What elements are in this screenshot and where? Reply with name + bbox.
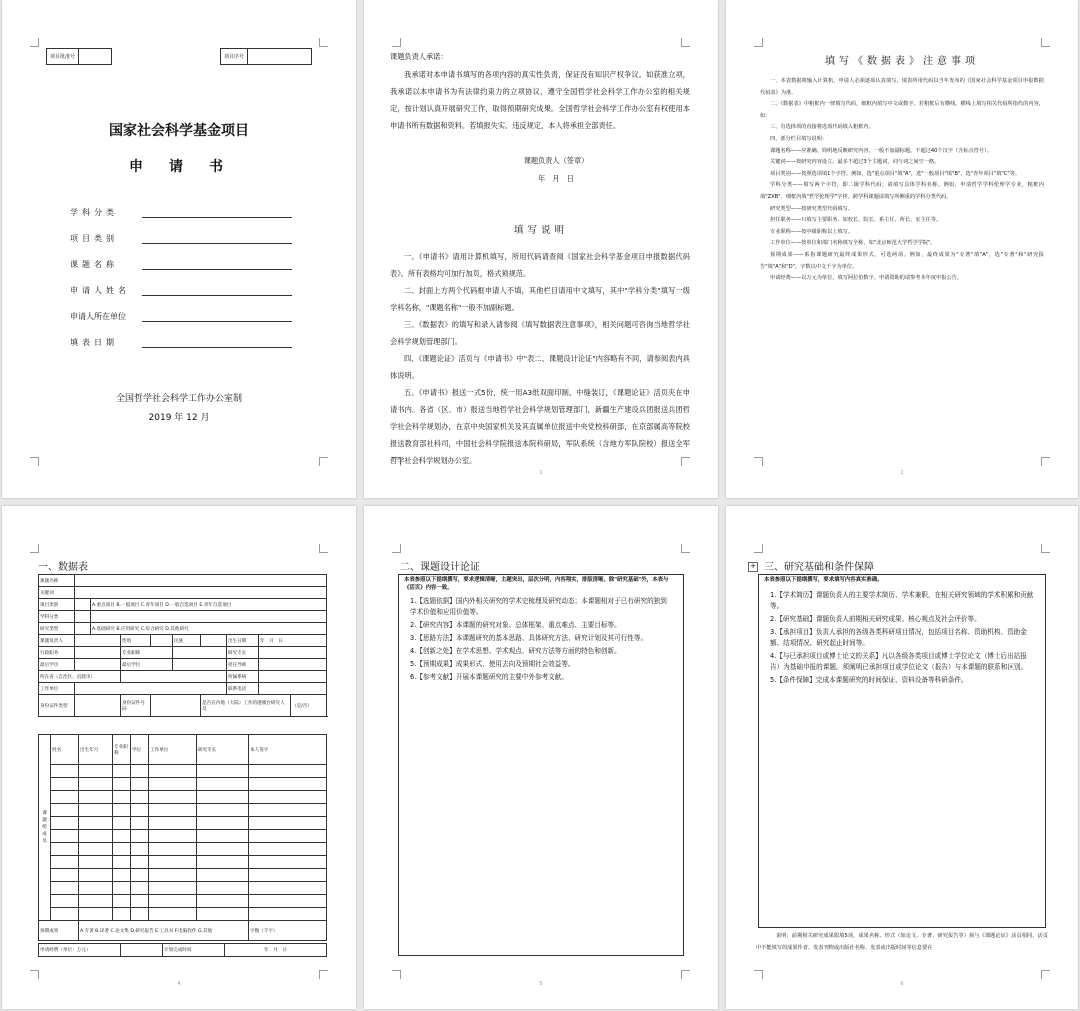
member-cell[interactable] [79, 804, 113, 817]
row-label: 课题负责人 [39, 635, 75, 647]
crop-mark [754, 457, 763, 466]
value-cell[interactable] [151, 635, 173, 647]
member-cell[interactable] [149, 908, 197, 921]
signature-line: 课题负责人（签章） [523, 156, 589, 165]
design-item: 3.【思路方法】本课题研究的基本思路、具体研究方法、研究计划及其可行性等。 [410, 634, 648, 642]
page-number: 2 [900, 470, 904, 476]
member-cell[interactable] [131, 778, 149, 791]
col-header: 学位 [131, 735, 149, 765]
office-name: 全国哲学社会科学工作办公室制 [115, 394, 242, 404]
crop-mark [392, 544, 401, 553]
member-cell[interactable] [149, 765, 197, 778]
member-cell[interactable] [113, 856, 131, 869]
value-cell[interactable] [173, 647, 227, 659]
member-cell[interactable] [149, 778, 197, 791]
row-label: 所属系统 [227, 671, 259, 683]
member-cell[interactable] [131, 817, 149, 830]
note-item: 一、本表数据将输入计算机，申请人必须逐项认真填写。填表所用代码以当年发布的《国家社会科学基金项目申报数据代码表》为准。 [760, 78, 1044, 96]
member-cell[interactable] [249, 817, 327, 830]
note-item: 研究类型——按研究类型代码填写。 [770, 205, 854, 212]
value-cell[interactable] [259, 671, 327, 683]
value-cell[interactable] [259, 647, 327, 659]
member-cell[interactable] [149, 895, 197, 908]
row-label: 课题名称 [39, 575, 75, 587]
foundation-item: 2.【研究基础】课题负责人前期相关研究成果、核心观点及社会评价等。 [770, 615, 981, 623]
note-item: 工作单位——按单位和部门名称填写全称，如"北京师范大学哲学学院"。 [770, 240, 936, 247]
row-label: 研究类型 [39, 623, 75, 635]
finish-date: 年 月 日 [225, 944, 327, 957]
member-cell[interactable] [249, 856, 327, 869]
row-label: 工作单位 [39, 683, 75, 695]
crop-mark [1041, 544, 1050, 553]
yes-no-cell: （是/否） [291, 695, 327, 717]
member-cell[interactable] [79, 882, 113, 895]
note-item: 学科分类——填写两个字符，即二级学科代码；请填写具体学科名称。例如，申请哲学学科伦理学专业，粗框内填"ZXB"，细框内填"哲学伦理学"字样。跨学科课题请填写所侧重的学科分类代码。 [760, 182, 1044, 200]
crop-mark [319, 457, 328, 466]
guide-item: 二、封面上方两个代码框申请人不填，其他栏目请用中文填写，其中"学科分类"填写一级学科名称，"课题名称"一般不加副标题。 [390, 286, 690, 312]
member-cell[interactable] [113, 791, 131, 804]
row-label: 计划完成时间 [163, 944, 225, 957]
member-cell[interactable] [197, 908, 249, 921]
crop-mark [1041, 38, 1050, 47]
value-cell[interactable] [75, 647, 121, 659]
member-cell[interactable] [249, 882, 327, 895]
crop-mark [1041, 970, 1050, 979]
field-date: 填表日期 [70, 330, 292, 348]
design-title: 二、课题设计论证 [400, 562, 480, 573]
guide-item: 五、《申请书》报送一式5份，统一用A3纸双面印制，中缝装订，《课题论证》活页夹在申请书内。各省（区、市）报送当地哲学社会科学规划管理部门，新疆生产建设兵团报送兵团哲学社会科学规划办，在京中央国家机关及其直属单位报送中央党校科研部，在京部属高等院校报送教育部社科司，中国社会科学院报送本院科研局，军队系统（含地方军队院校）报送全军哲学社会科学规划办公室。 [390, 388, 690, 465]
member-cell[interactable] [79, 778, 113, 791]
member-cell[interactable] [51, 843, 79, 856]
members-table [38, 734, 327, 941]
row-label: 最后学历 [39, 659, 75, 671]
row-label: 专业职称 [121, 647, 173, 659]
topic-cell[interactable] [75, 575, 327, 587]
note-item: 项目类别——按照选项填1个字符。例如，选"重点项目"填"A"，选"一般项目"填"B"，选"青年项目"填"C"等。 [770, 170, 1021, 177]
row-label: 性别 [121, 635, 151, 647]
row-label: 关键词 [39, 587, 75, 599]
crop-mark [754, 970, 763, 979]
value-cell[interactable] [259, 683, 327, 695]
value-cell[interactable] [173, 659, 227, 671]
foundation-item: 5.【条件保障】完成本课题研究的时间保证、资料设备等科研条件。 [770, 676, 968, 684]
data-table-title: 一、数据表 [38, 562, 88, 573]
crop-mark [319, 544, 328, 553]
value-cell[interactable] [75, 695, 121, 717]
member-cell[interactable] [249, 791, 327, 804]
page-commitment [364, 0, 718, 498]
field-category: 项目类别 [70, 226, 292, 244]
keywords-cell[interactable] [75, 587, 327, 599]
value-cell[interactable] [121, 671, 227, 683]
foundation-title: 三、研究基础和条件保障 [764, 562, 874, 573]
member-cell[interactable] [113, 895, 131, 908]
member-cell[interactable] [149, 843, 197, 856]
row-label: 项目类别 [39, 599, 75, 611]
foundation-item: 4.【与已承担项目或博士论文的关系】凡以各级各类项目或博士学位论文（博士后出站报告）为基础申报的课题，须阐明已承担项目或学位论文（报告）与本课题的联系和区别。 [770, 652, 1028, 671]
col-header: 专业职称 [113, 735, 131, 765]
member-cell[interactable] [79, 908, 113, 921]
row-label: 学科分类 [39, 611, 75, 623]
member-cell[interactable] [197, 895, 249, 908]
note-item: 预期成果——系指课题研究最终成果形式，可选两项。例如，最终成果为"专著"填"A"，选"专著"和"研究报告"填"A"和"D"。字数以中文千字为单位。 [760, 251, 1044, 270]
funds-cell[interactable] [121, 944, 163, 957]
guide-title: 填写说明 [513, 225, 568, 236]
member-cell[interactable] [79, 830, 113, 843]
field-unit: 申请人所在单位 [70, 304, 292, 322]
crop-mark [30, 38, 39, 47]
cover-date: 2019 年 12 月 [148, 413, 210, 423]
value-cell[interactable] [75, 683, 227, 695]
crop-mark [319, 970, 328, 979]
member-cell[interactable] [51, 908, 79, 921]
table-move-handle-icon[interactable]: + [748, 562, 758, 572]
approval-number-label: 项目批准号 [47, 49, 79, 64]
signature-date: 年 月 日 [538, 174, 574, 183]
design-item: 5.【预期成果】成果形式、使用去向及预期社会效益等。 [410, 660, 575, 668]
notes-body [760, 76, 1044, 285]
row-label: 民族 [173, 635, 201, 647]
member-cell[interactable] [79, 817, 113, 830]
member-cell[interactable] [249, 843, 327, 856]
member-cell[interactable] [197, 778, 249, 791]
page-number: 5 [539, 981, 543, 987]
page-design [364, 506, 718, 1009]
member-cell[interactable] [197, 765, 249, 778]
guide-item: 三、《数据表》的填写和录入请参阅《填写数据表注意事项》，相关问题可咨询当地哲学社会科学规划管理部门。 [390, 320, 690, 346]
commit-body: 我承诺对本申请书填写的各项内容的真实性负责，保证没有知识产权争议。如获准立项，我承诺以本申请书为有法律约束力的立项协议，遵守全国哲学社会科学工作办公室的相关规定，按计划认真开展研究工作，取得预期研究成果。全国哲学社会科学工作办公室有权使用本申请书所有数据和资料。若填报失实、违反规定，本人将承担全部责任。 [390, 70, 690, 130]
crop-mark [30, 544, 39, 553]
member-cell[interactable] [197, 830, 249, 843]
member-cell[interactable] [131, 908, 149, 921]
page-number: 1 [539, 470, 543, 476]
field-subject: 学科分类 [70, 200, 292, 218]
col-header: 工作单位 [149, 735, 197, 765]
crop-mark [392, 38, 401, 47]
member-cell[interactable] [51, 856, 79, 869]
design-item: 6.【参考文献】开展本课题研究的主要中外参考文献。 [410, 673, 568, 681]
member-cell[interactable] [149, 869, 197, 882]
note-item: 三、有选择项的直接将选项代码填入粗框内。 [770, 124, 874, 131]
crop-mark [30, 970, 39, 979]
project-serial-box [220, 48, 312, 65]
design-item: 2.【研究内容】本课题的研究对象、总体框架、重点难点、主要目标等。 [410, 621, 621, 629]
member-cell[interactable] [113, 778, 131, 791]
member-cell[interactable] [79, 791, 113, 804]
value-cell[interactable] [75, 659, 121, 671]
member-cell[interactable] [249, 778, 327, 791]
member-cell[interactable] [51, 791, 79, 804]
page-number: 6 [900, 981, 904, 987]
project-serial-label: 项目序号 [221, 49, 248, 64]
foundation-note: 说明：前期相关研究成果限填5项，成果名称、形式（如论文、专著、研究报告等）须与《课题论证》活页相同，活页中不能填写的成果作者、发表刊物或出版社名称、发表或出版时间等信息要在 [756, 933, 1048, 951]
member-cell[interactable] [149, 817, 197, 830]
member-cell[interactable] [249, 895, 327, 908]
member-cell[interactable] [51, 817, 79, 830]
member-cell[interactable] [249, 830, 327, 843]
guide-body [390, 248, 690, 469]
member-cell[interactable] [131, 765, 149, 778]
col-header: 姓名 [51, 735, 79, 765]
member-cell[interactable] [113, 804, 131, 817]
design-intro: 本表参照以下提纲撰写，要求逻辑清晰，主题突出，层次分明，内容翔实，排版清晰。除"研究基础"外，本表与《活页》内容一致。 [404, 577, 669, 591]
note-item: 担任职务——只填写主要职务，如校长、院长、系主任、所长、室主任等。 [770, 217, 942, 224]
member-cell[interactable] [197, 843, 249, 856]
crop-mark [754, 544, 763, 553]
member-cell[interactable] [197, 882, 249, 895]
foundation-item: 1.【学术简历】课题负责人的主要学术简历、学术兼职，在相关研究领域的学术积累和贡献等。 [770, 591, 1034, 610]
member-cell[interactable] [197, 804, 249, 817]
note-item: 关键词——按研究内容设立。最多不超过3个主题词，词与词之间空一格。 [770, 159, 940, 166]
crop-mark [30, 457, 39, 466]
crop-mark [754, 38, 763, 47]
page-number: 4 [177, 981, 181, 987]
code-cell[interactable] [75, 611, 91, 623]
member-cell[interactable] [51, 830, 79, 843]
guide-item: 四、《课题论证》活页与《申请书》中"表二、课题设计论证"内容略有不同，请参阅表内具体说明。 [390, 354, 690, 380]
value-cell[interactable] [259, 659, 327, 671]
row-label: 是否在内地（大陆）工作的港澳台研究人员 [201, 695, 291, 717]
member-cell[interactable] [51, 895, 79, 908]
row-label: 出生日期 [227, 635, 259, 647]
col-header: 本人签字 [249, 735, 327, 765]
member-cell[interactable] [113, 908, 131, 921]
crop-mark [1041, 457, 1050, 466]
design-item: 1.【选题依据】国内外相关研究的学术史梳理及研究动态；本课题相对于已有研究的独到学术价值和应用价值等。 [410, 597, 667, 616]
row-label: 联系电话 [227, 683, 259, 695]
member-cell[interactable] [131, 804, 149, 817]
member-cell[interactable] [149, 882, 197, 895]
result-options: A.专著 B.译著 C.论文集 D.研究报告 E.工具书 F.电脑软件 G.其他 [79, 921, 249, 941]
field-applicant: 申请人姓名 [70, 278, 292, 296]
code-cell[interactable] [75, 599, 91, 611]
note-item: 专业职称——按中级职称以上填写。 [770, 228, 854, 235]
member-cell[interactable] [79, 843, 113, 856]
member-cell[interactable] [197, 856, 249, 869]
page-cover [2, 0, 356, 498]
data-table [38, 574, 327, 717]
cover-subtitle: 申请书 [129, 159, 249, 175]
note-item: 课题名称——应准确、简明地反映研究内容，一般不加副标题，不超过40个汉字（含标点符号）。 [770, 147, 992, 154]
member-cell[interactable] [149, 856, 197, 869]
member-cell[interactable] [249, 869, 327, 882]
row-label: 身份证件号码 [121, 695, 151, 717]
member-cell[interactable] [249, 765, 327, 778]
row-label: 所在省（自治区、直辖市） [39, 671, 121, 683]
note-item: 申请经费——以万元为单位，填写阿拉伯数字。申请资助的请参考本年度申报公告。 [770, 275, 962, 282]
member-cell[interactable] [51, 778, 79, 791]
member-cell[interactable] [51, 882, 79, 895]
member-cell[interactable] [51, 869, 79, 882]
member-cell[interactable] [197, 869, 249, 882]
design-list [410, 596, 672, 685]
member-cell[interactable] [131, 830, 149, 843]
category-options: A.重点项目 B.一般项目 C.青年项目 D.一般自选项目 E.青年自选项目 [91, 599, 327, 611]
member-cell[interactable] [113, 830, 131, 843]
member-cell[interactable] [113, 765, 131, 778]
page-foundation [726, 506, 1078, 1009]
member-cell[interactable] [131, 791, 149, 804]
members-label: 课题组成员 [39, 735, 51, 921]
commit-heading: 课题负责人承诺： [390, 52, 448, 61]
row-label: 预期成果 [39, 921, 79, 941]
notes-title: 填写《数据表》注意事项 [825, 56, 979, 67]
row-label: 行政职务 [39, 647, 75, 659]
crop-mark [681, 970, 690, 979]
code-cell[interactable] [75, 623, 91, 635]
research-type-options: A.基础研究 B.应用研究 C.综合研究 D.其他研究 [91, 623, 327, 635]
crop-mark [319, 38, 328, 47]
page-data-table [2, 506, 356, 1009]
row-label: 担任导师 [227, 659, 259, 671]
member-cell[interactable] [131, 869, 149, 882]
row-label: 研究专长 [227, 647, 259, 659]
foundation-list [770, 590, 1034, 688]
note-item: 二、《数据表》中粗框内一律填写代码，细框内填写中文或数字。若粗框后有横线，横线上填写相关代码所指代的内容，如： [760, 101, 1044, 119]
field-topic: 课题名称 [70, 252, 292, 270]
birth-date: 年 月 日 [259, 635, 327, 647]
member-cell[interactable] [149, 804, 197, 817]
crop-mark [681, 544, 690, 553]
row-label: 最后学位 [121, 659, 173, 671]
member-cell[interactable] [131, 843, 149, 856]
note-item: 四、部分栏目填写说明： [770, 135, 828, 142]
funds-table [38, 943, 327, 957]
member-cell[interactable] [113, 882, 131, 895]
row-label: 身份证件类型 [39, 695, 75, 717]
subject-cell[interactable] [91, 611, 327, 623]
member-cell[interactable] [79, 856, 113, 869]
member-cell[interactable] [113, 817, 131, 830]
col-header: 出生年月 [79, 735, 113, 765]
foundation-intro: 本表参照以下提纲撰写，要求填写内容真实准确。 [764, 577, 883, 583]
member-cell[interactable] [79, 765, 113, 778]
row-label: 字数（千字） [249, 921, 327, 941]
value-cell[interactable] [75, 635, 121, 647]
member-cell[interactable] [51, 804, 79, 817]
row-label: 申请经费（单位：万元） [39, 944, 121, 957]
crop-mark [392, 970, 401, 979]
member-cell[interactable] [149, 791, 197, 804]
crop-mark [681, 38, 690, 47]
member-cell[interactable] [197, 817, 249, 830]
value-cell[interactable] [151, 695, 201, 717]
value-cell[interactable] [201, 635, 227, 647]
design-item: 4.【创新之处】在学术思想、学术观点、研究方法等方面的特色和创新。 [410, 647, 621, 655]
guide-item: 一、《申请书》请用计算机填写，所用代码请查阅《国家社会科学基金项目申报数据代码表》。所有表格均可加行加页，格式须规范。 [390, 252, 690, 278]
member-cell[interactable] [79, 895, 113, 908]
col-header: 研究专长 [197, 735, 249, 765]
member-cell[interactable] [131, 895, 149, 908]
member-cell[interactable] [79, 869, 113, 882]
member-cell[interactable] [113, 869, 131, 882]
member-cell[interactable] [249, 804, 327, 817]
member-cell[interactable] [113, 843, 131, 856]
foundation-item: 3.【承担项目】负责人承担的各级各类科研项目情况，包括项目名称、资助机构、资助金额、结项情况、研究起止时间等。 [770, 628, 1027, 647]
member-cell[interactable] [149, 830, 197, 843]
member-cell[interactable] [51, 765, 79, 778]
member-cell[interactable] [249, 908, 327, 921]
member-cell[interactable] [131, 856, 149, 869]
member-cell[interactable] [131, 882, 149, 895]
page-notes [726, 0, 1078, 498]
cover-title: 国家社会科学基金项目 [109, 123, 249, 139]
member-cell[interactable] [197, 791, 249, 804]
approval-number-box [46, 48, 112, 65]
